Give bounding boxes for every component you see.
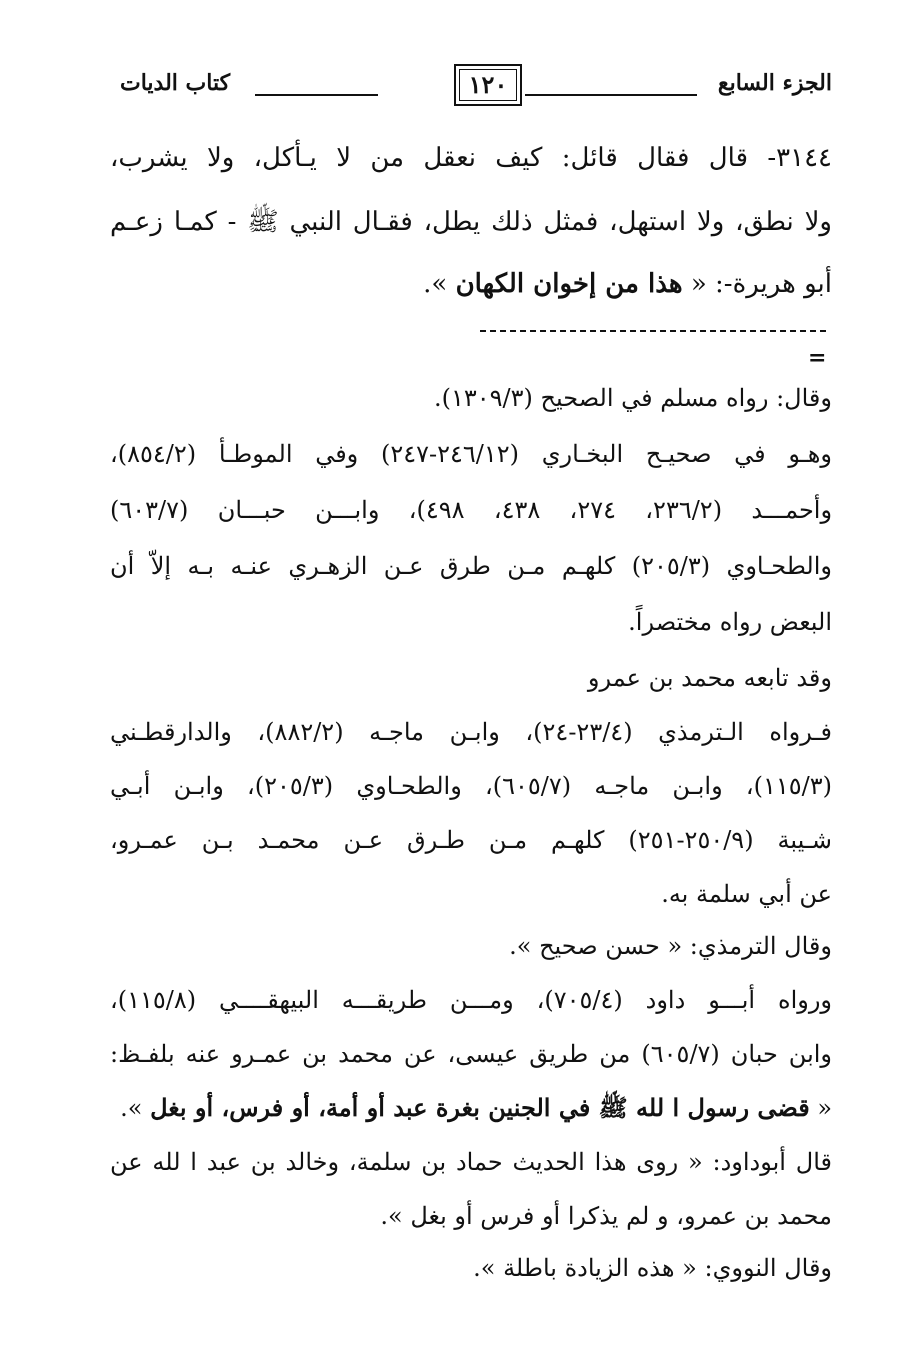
note-line-5: البعض رواه مختصراً. bbox=[628, 608, 832, 636]
quote-close: ». bbox=[423, 269, 456, 299]
footnote-continuation-marker: = bbox=[808, 345, 827, 371]
note-line-2: وهـو في صحيـح البخـاري (٢٤٦/١٢-٢٤٧) وفي الموطـأ (٨٥٤/٢)، bbox=[110, 440, 832, 468]
header-rule-right bbox=[525, 94, 697, 96]
page-header bbox=[120, 64, 832, 104]
note-line-10: عن أبي سلمة به. bbox=[661, 880, 832, 908]
hadith-line-3 bbox=[110, 264, 832, 304]
note-line-8: (١١٥/٣)، وابـن ماجـه (٦٠٥/٧)، والطحـاوي (٢٠٥/٣)، وابـن أبـي bbox=[110, 772, 833, 800]
note-line-17: وقال النووي: « هذه الزيادة باطلة ». bbox=[473, 1254, 832, 1282]
variant-quote: قضى رسول ا لله ﷺ في الجنين بغرة عبد أو أمة، أو فرس، أو بغل bbox=[150, 1093, 810, 1122]
hadith-line-2: ولا نطق، ولا استهل، فمثل ذلك يطل، فقـال النبي ﷺ - كمـا زعـم bbox=[110, 207, 832, 237]
page-number-box: ١٢٠ bbox=[454, 64, 522, 106]
note-line-11: وقال الترمذي: « حسن صحيح ». bbox=[509, 932, 832, 960]
note-line-12: ورواه أبـــو داود (٧٠٥/٤)، ومـــن طريقـــه البيهقــــي (١١٥/٨)، bbox=[110, 986, 833, 1014]
footnote-separator bbox=[480, 330, 826, 332]
note-line-7: فـرواه الـترمذي (٢٣/٤-٢٤)، وابـن ماجـه (٨٨٢/٢)، والدارقطـني bbox=[110, 718, 833, 746]
note-line-9: شـيبة (٢٥٠/٩-٢٥١) كلهـم مـن طـرق عـن محمـد بـن عمـرو، bbox=[110, 826, 832, 854]
note-line-3: وأحمـــد (٢٣٦/٢، ٢٧٤، ٤٣٨، ٤٩٨)، وابـــن حبـــان (٦٠٣/٧) bbox=[110, 496, 833, 524]
note-line-15: قال أبوداود: « روى هذا الحديث حماد بن سلمة، وخالد بن عبد ا لله عن bbox=[110, 1148, 832, 1176]
hadith-line-1: ٣١٤٤- قال فقال قائل: كيف نعقل من لا يـأكل، ولا يشرب، bbox=[110, 143, 832, 173]
note-line-14 bbox=[110, 1088, 832, 1128]
quote-open: أبو هريرة-: « bbox=[682, 269, 832, 299]
note-line-1: وقال: رواه مسلم في الصحيح (١٣٠٩/٣). bbox=[433, 384, 832, 412]
note-line-4: والطحـاوي (٢٠٥/٣) كلهـم مـن طرق عـن الزهـري عنـه بـه إلاّ أن bbox=[110, 552, 832, 580]
note-line-13: وابن حبان (٦٠٥/٧) من طريق عيسى، عن محمد بن عمـرو عنه بلفـظ: bbox=[110, 1040, 833, 1068]
running-head-volume: الجزء السابع bbox=[717, 70, 832, 96]
quote-open: « bbox=[809, 1094, 832, 1122]
note-line-6: وقد تابعه محمد بن عمرو bbox=[587, 664, 832, 692]
note-line-16: محمد بن عمرو، و لم يذكرا أو فرس أو بغل ». bbox=[380, 1202, 832, 1230]
quote-close: ». bbox=[120, 1094, 151, 1122]
running-head-book: كتاب الديات bbox=[120, 70, 231, 96]
hadith-quote: هذا من إخوان الكهان bbox=[455, 269, 683, 299]
header-rule-left bbox=[255, 94, 378, 96]
